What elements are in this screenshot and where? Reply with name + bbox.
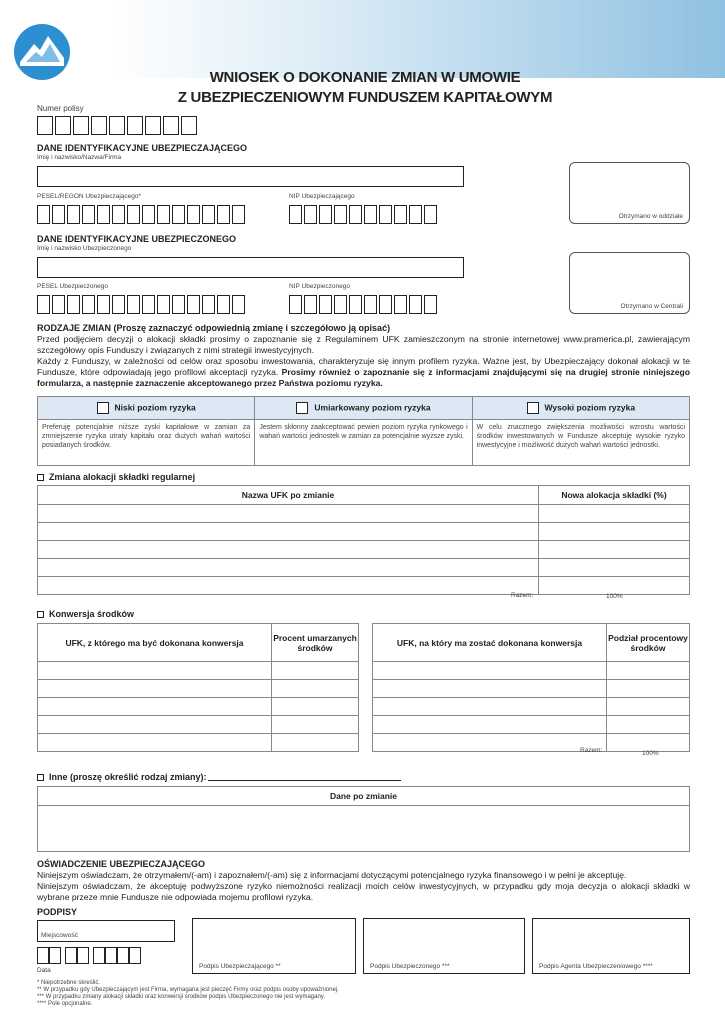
allocation-table	[37, 485, 690, 595]
insured-heading: DANE IDENTYFIKACYJNE UBEZPIECZONEGO	[37, 234, 237, 244]
other-data-box[interactable]	[37, 786, 690, 852]
signatures-heading: PODPISY	[37, 907, 78, 917]
change-types-heading: RODZAJE ZMIAN (Proszę zaznaczyć odpowiednią zmianę i szczegółowo ją opisać)	[37, 323, 391, 333]
declaration-paragraph-1: Niniejszym oświadczam, że otrzymałem/(-am) i zapoznałem/(-am) się z informacjami dotyczącymi potencjalnego ryzyka finansowego i w pełni je akceptuję.	[37, 870, 627, 880]
declaration-heading: OŚWIADCZENIE UBEZPIECZAJĄCEGO	[37, 859, 206, 869]
conversion-checkbox[interactable]	[37, 611, 44, 618]
other-checkbox-label: Inne (proszę określić rodzaj zmiany):	[49, 772, 207, 782]
other-checkbox-row[interactable]	[37, 772, 207, 782]
table-row[interactable]	[38, 577, 690, 595]
insurer-pesel-label: PESEL/REGON Ubezpieczającego*	[37, 193, 142, 200]
insurer-nip-input[interactable]	[289, 205, 437, 224]
change-types-paragraph-2-normal: Każdy z Funduszy, w zależności od celów oraz sposobu inwestowania, charakteryzuje się innym profilem ryzyka. Ważne jest, by Ubezpieczający dokonał alokacji w te Fundusze, które odpowiadają jego profilowi akceptacji ryzyka.	[37, 356, 690, 377]
insurer-name-label: Imię i nazwisko/Nazwa/Firma	[37, 154, 122, 161]
insured-pesel-input[interactable]	[37, 295, 245, 314]
risk-high-description: W celu znacznego zwiększenia możliwości wzrostu wartości środków inwestowanych w Fundusze akceptuję wysokie ryzyko inwestycyjne i możliwość dużych wahań wartości jednostki.	[472, 420, 689, 466]
header-banner	[0, 0, 725, 78]
insurer-heading: DANE IDENTYFIKACYJNE UBEZPIECZAJĄCEGO	[37, 143, 248, 153]
insured-name-input[interactable]	[37, 257, 464, 278]
risk-high-header[interactable]	[472, 397, 689, 420]
insured-signature-box[interactable]	[363, 918, 525, 974]
table-row[interactable]	[38, 505, 690, 523]
risk-low-description: Preferuję potencjalnie niższe zyski kapitałowe w zamian za zmniejszenie ryzyka utraty kapitału oraz dużych wahań wartości posiadanych środków.	[38, 420, 255, 466]
other-data-header: Dane po zmianie	[38, 787, 689, 806]
policy-number-input[interactable]	[37, 116, 197, 135]
risk-medium-label: Umiarkowany poziom ryzyka	[314, 402, 431, 413]
company-logo	[12, 22, 72, 82]
risk-high-checkbox[interactable]	[527, 402, 539, 414]
conversion-checkbox-row[interactable]	[37, 609, 134, 619]
conversion-sum-label: Razem:	[580, 747, 603, 754]
central-stamp-label: Otrzymano w Centrali	[620, 303, 683, 310]
declaration-paragraph-2: Niniejszym oświadczam, że akceptuję podwyższone ryzyko niemożności realizacji moich celów inwestycyjnych, w przypadku gdy moja decyzja o alokacji składki w wybrane przeze mnie Fundusze nie odpowiada mojemu profilowi ryzyka.	[37, 881, 690, 902]
table-row[interactable]	[38, 734, 359, 752]
date-label: Data	[37, 967, 51, 974]
risk-medium-checkbox[interactable]	[296, 402, 308, 414]
insurer-pesel-input[interactable]	[37, 205, 245, 224]
other-description-line[interactable]	[208, 780, 401, 781]
place-label: Miejscowość	[41, 932, 78, 939]
footnote-1: * Niepotrzebne skreślić.	[37, 980, 101, 986]
change-types-paragraph-2	[37, 356, 690, 389]
risk-low-header[interactable]	[38, 397, 255, 420]
insured-signature-label: Podpis Ubezpieczonego ***	[370, 963, 450, 970]
table-row[interactable]	[38, 680, 359, 698]
allocation-sum-value: 100%	[606, 593, 623, 600]
agent-signature-label: Podpis Agenta Ubezpieczeniowego ****	[539, 963, 653, 970]
conversion-percent-col: Procent umarzanych środków	[272, 624, 359, 662]
change-types-paragraph-1: Przed podjęciem decyzji o alokacji składki prosimy o zapoznanie się z Regulaminem UFK zamieszczonym na stronie internetowej www.pramerica.pl, zawierającym szczegółowy opis Funduszy i związanych z nimi strategii inwestycyjnych.	[37, 334, 690, 355]
branch-stamp-label: Otrzymano w oddziale	[618, 213, 683, 220]
allocation-col-fund: Nazwa UFK po zmianie	[38, 486, 539, 505]
conversion-checkbox-label: Konwersja środków	[49, 609, 135, 619]
allocation-checkbox-row[interactable]	[37, 472, 195, 482]
table-row[interactable]	[38, 541, 690, 559]
risk-medium-header[interactable]	[255, 397, 472, 420]
risk-high-label: Wysoki poziom ryzyka	[544, 402, 636, 413]
branch-stamp-box	[569, 162, 690, 224]
allocation-col-percent: Nowa alokacja składki (%)	[539, 486, 690, 505]
footnotes	[37, 980, 339, 1008]
insurer-nip-label: NIP Ubezpieczającego	[289, 193, 355, 200]
table-row[interactable]	[38, 523, 690, 541]
conversion-from-table	[37, 623, 359, 752]
policy-number-label: Numer polisy	[37, 104, 84, 113]
table-row[interactable]	[373, 680, 690, 698]
table-row[interactable]	[373, 698, 690, 716]
risk-medium-description: Jestem skłonny zaakceptować pewien poziom ryzyka rynkowego i wahań wartości jednostek w zamian za potencjalnie wyższe zyski.	[255, 420, 472, 466]
table-row[interactable]	[373, 716, 690, 734]
other-checkbox[interactable]	[37, 774, 44, 781]
allocation-checkbox[interactable]	[37, 474, 44, 481]
conversion-from-col: UFK, z którego ma być dokonana konwersja	[38, 624, 272, 662]
table-row[interactable]	[373, 734, 690, 752]
conversion-sum-value: 100%	[642, 750, 659, 757]
insurer-signature-box[interactable]	[192, 918, 356, 974]
form-title	[130, 68, 600, 108]
insured-pesel-label: PESEL Ubezpieczonego	[37, 283, 108, 290]
date-input[interactable]	[37, 947, 141, 964]
allocation-sum-label: Razem:	[511, 592, 534, 599]
insured-name-label: Imię i nazwisko Ubezpieczonego	[37, 245, 132, 252]
allocation-checkbox-label: Zmiana alokacji składki regularnej	[49, 472, 196, 482]
agent-signature-box[interactable]	[532, 918, 690, 974]
insurer-signature-label: Podpis Ubezpieczającego **	[199, 963, 281, 970]
insured-nip-input[interactable]	[289, 295, 437, 314]
footnote-4: **** Pole opcjonalne.	[37, 1001, 93, 1007]
risk-level-table	[37, 396, 690, 466]
insurer-name-input[interactable]	[37, 166, 464, 187]
declaration-text	[37, 870, 690, 903]
place-input[interactable]	[37, 920, 175, 942]
table-row[interactable]	[373, 662, 690, 680]
change-types-text	[37, 334, 690, 389]
table-row[interactable]	[38, 698, 359, 716]
conversion-to-col: UFK, na który ma zostać dokonana konwersja	[373, 624, 607, 662]
title-line-1: WNIOSEK O DOKONANIE ZMIAN W UMOWIE	[209, 69, 521, 86]
title-line-2: Z UBEZPIECZENIOWYM FUNDUSZEM KAPITAŁOWYM	[177, 89, 553, 106]
table-row[interactable]	[38, 559, 690, 577]
conversion-share-col: Podział procentowy środków	[607, 624, 690, 662]
conversion-to-table	[372, 623, 690, 752]
footnote-2: ** W przypadku gdy Ubezpieczającym jest Firma, wymagana jest pieczęć Firmy oraz podpis osoby upoważnionej.	[37, 987, 339, 993]
risk-low-label: Niski poziom ryzyka	[114, 402, 196, 413]
table-row[interactable]	[38, 662, 359, 680]
insured-nip-label: NIP Ubezpieczonego	[289, 283, 350, 290]
table-row[interactable]	[38, 716, 359, 734]
footnote-3: *** W przypadku zmiany alokacji składki oraz konwersji środków podpis Ubezpieczonego nie jest wymagany.	[37, 994, 326, 1000]
change-types-paragraph-2-bold: Prosimy również o zapoznanie się z informacjami znajdującymi się na drugiej stronie niniejszego formularza, a następnie zaznaczenie akceptowanego przez Państwa poziomu ryzyka.	[37, 367, 690, 388]
central-stamp-box	[569, 252, 690, 314]
risk-low-checkbox[interactable]	[97, 402, 109, 414]
